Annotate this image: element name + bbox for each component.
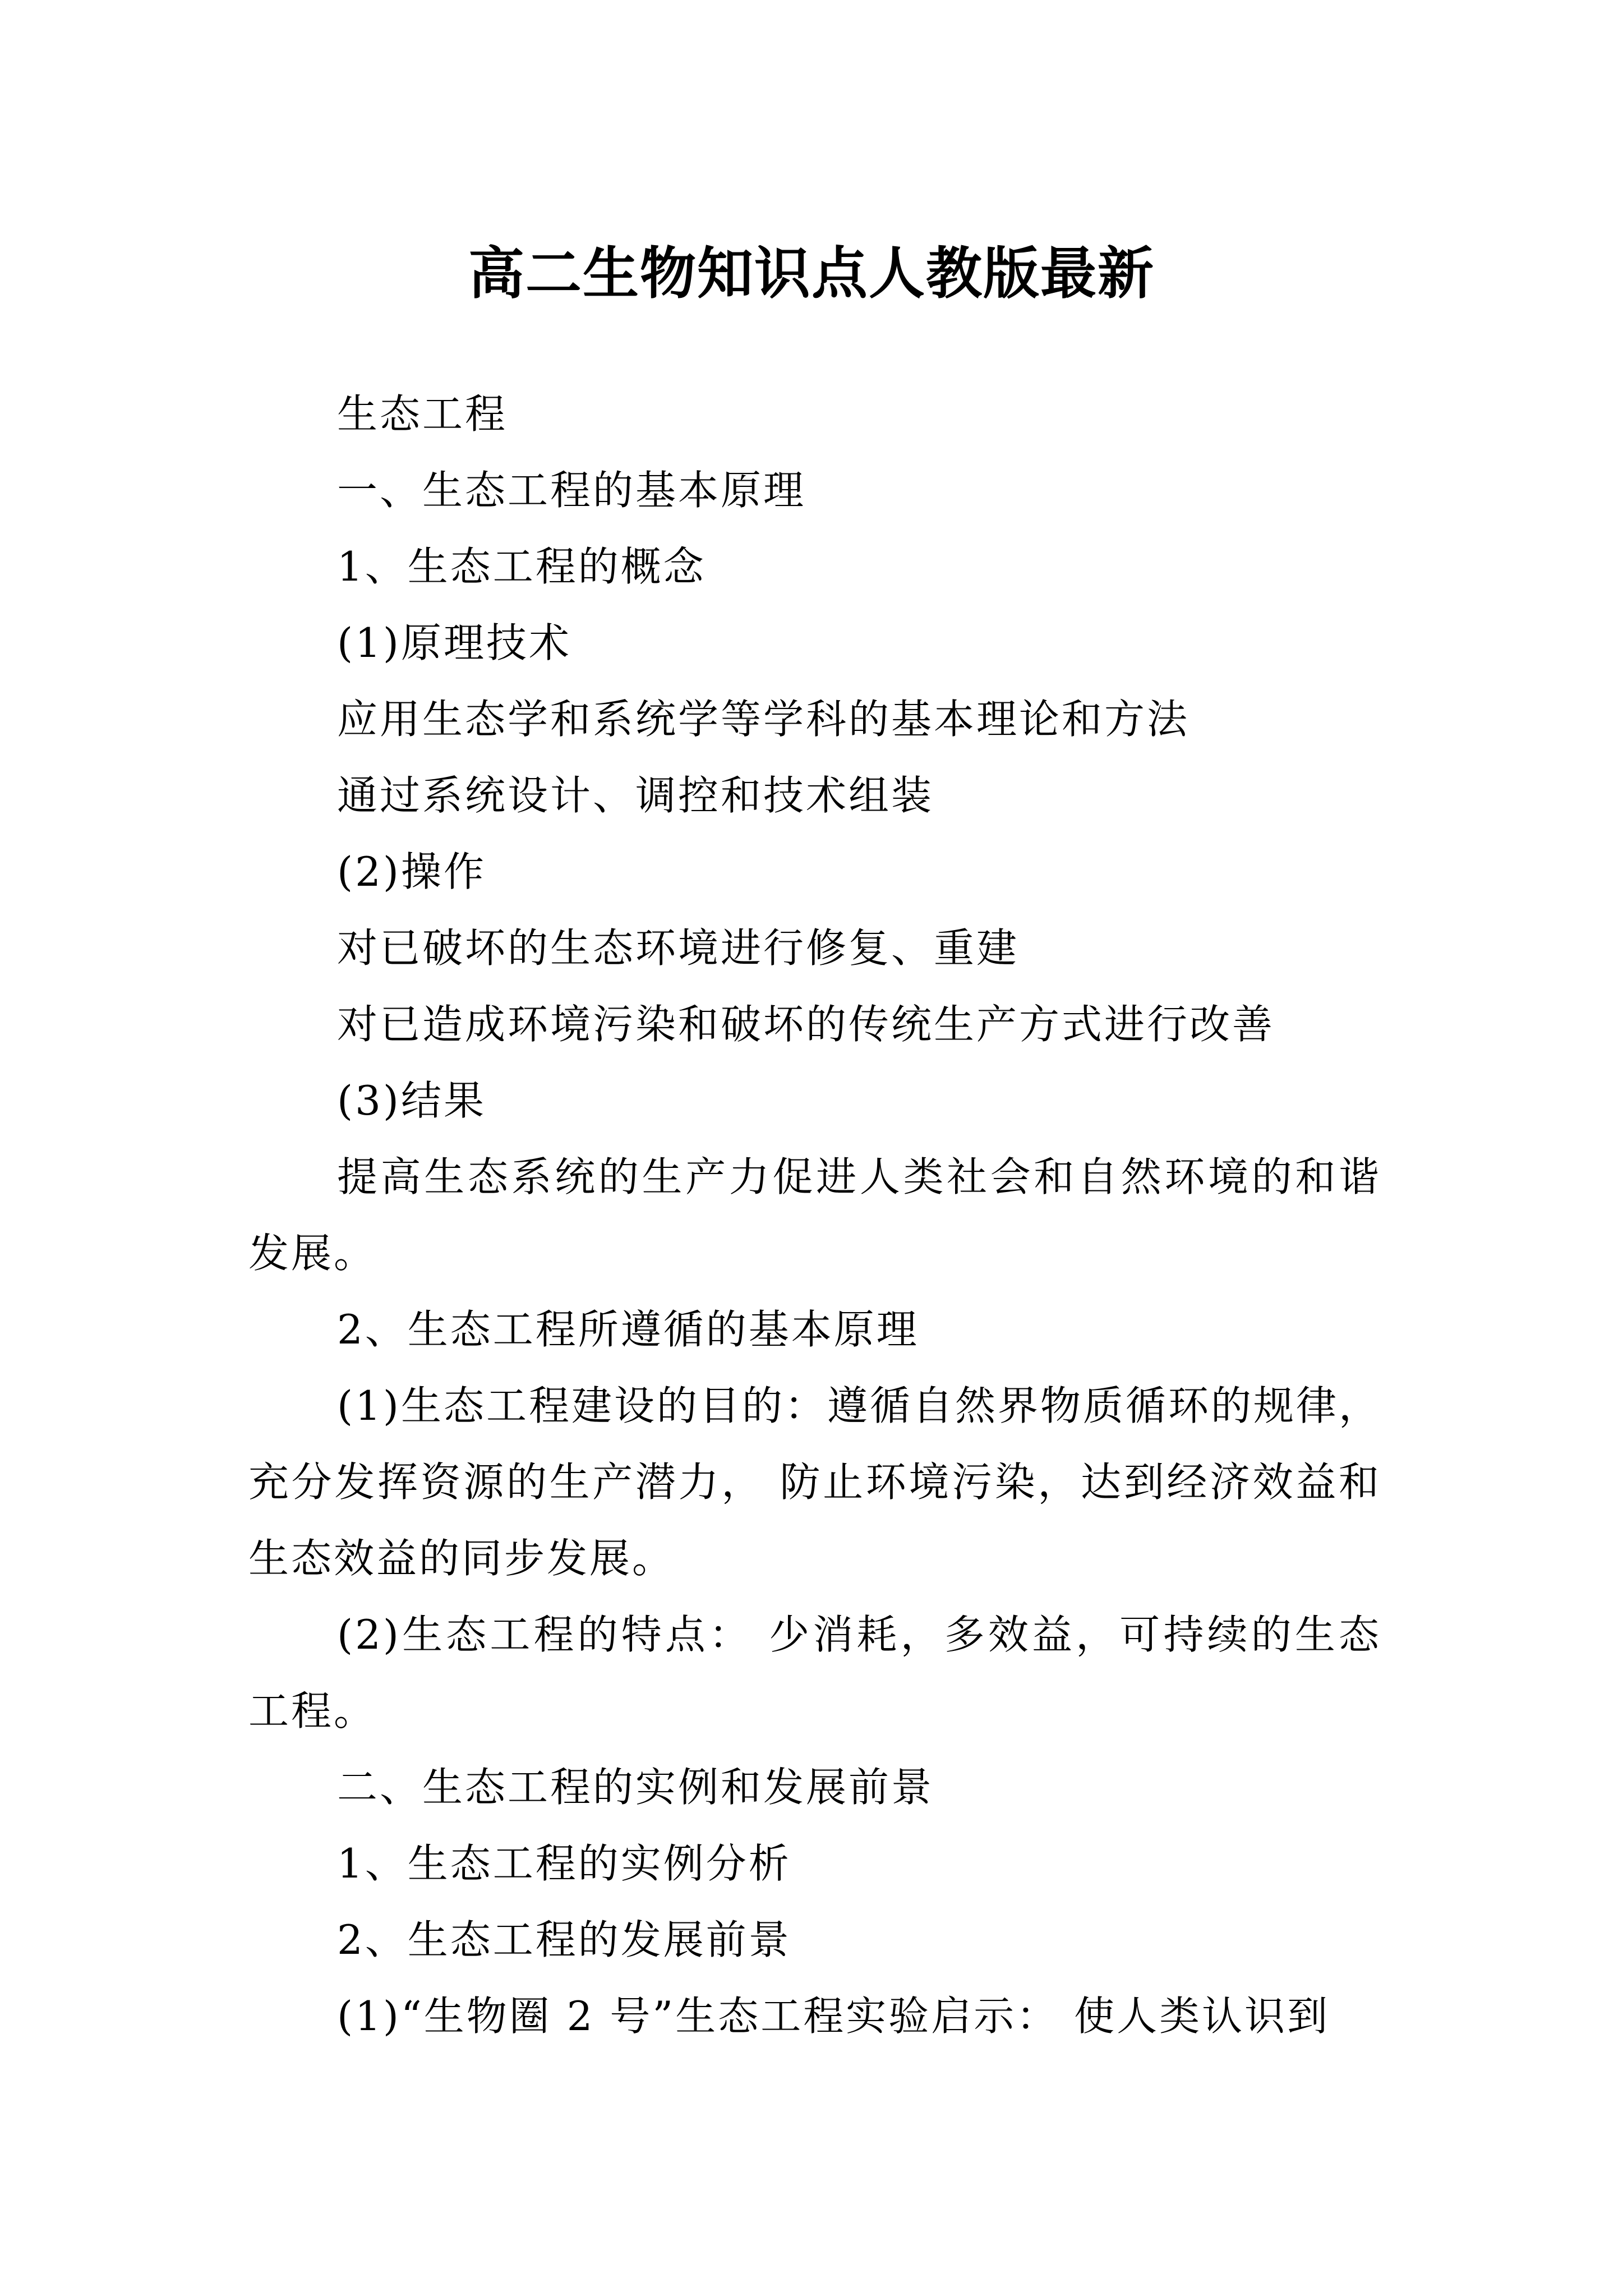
paragraph: 应用生态学和系统学等学科的基本理论和方法 [337,696,1190,743]
paragraph: 1、生态工程的实例分析 [337,1840,791,1887]
paragraph: (2)生态工程的特点： 少消耗，多效益，可持续的生态工程。 [248,1611,1381,1734]
paragraph: 2、生态工程所遵循的基本原理 [337,1306,919,1353]
paragraph: (1)原理技术 [337,619,571,666]
paragraph: 2、生态工程的发展前景 [337,1916,791,1963]
paragraph: 1、生态工程的概念 [337,543,706,590]
paragraph: (1)“生物圈 2 号”生态工程实验启示： 使人类认识到 [337,1993,1330,2040]
paragraph: (2)操作 [337,848,486,895]
document-title: 高二生物知识点人教版最新 [468,240,1155,306]
paragraph: 通过系统设计、调控和技术组装 [337,772,934,819]
paragraph: (1)生态工程建设的目的：遵循自然界物质循环的规律，充分发挥资源的生产潜力， 防止环境污染，达到经济效益和生态效益的同步发展。 [248,1382,1381,1582]
paragraph: 对已造成环境污染和破坏的传统生产方式进行改善 [337,1001,1275,1048]
paragraph: (3)结果 [337,1077,486,1124]
document-body [248,376,1381,2054]
paragraph: 对已破坏的生态环境进行修复、重建 [337,924,1020,972]
paragraph: 一、生态工程的基本原理 [337,467,806,514]
paragraph: 提高生态系统的生产力促进人类社会和自然环境的和谐发展。 [248,1153,1381,1277]
paragraph: 生态工程 [337,390,508,438]
paragraph: 二、生态工程的实例和发展前景 [337,1764,934,1811]
